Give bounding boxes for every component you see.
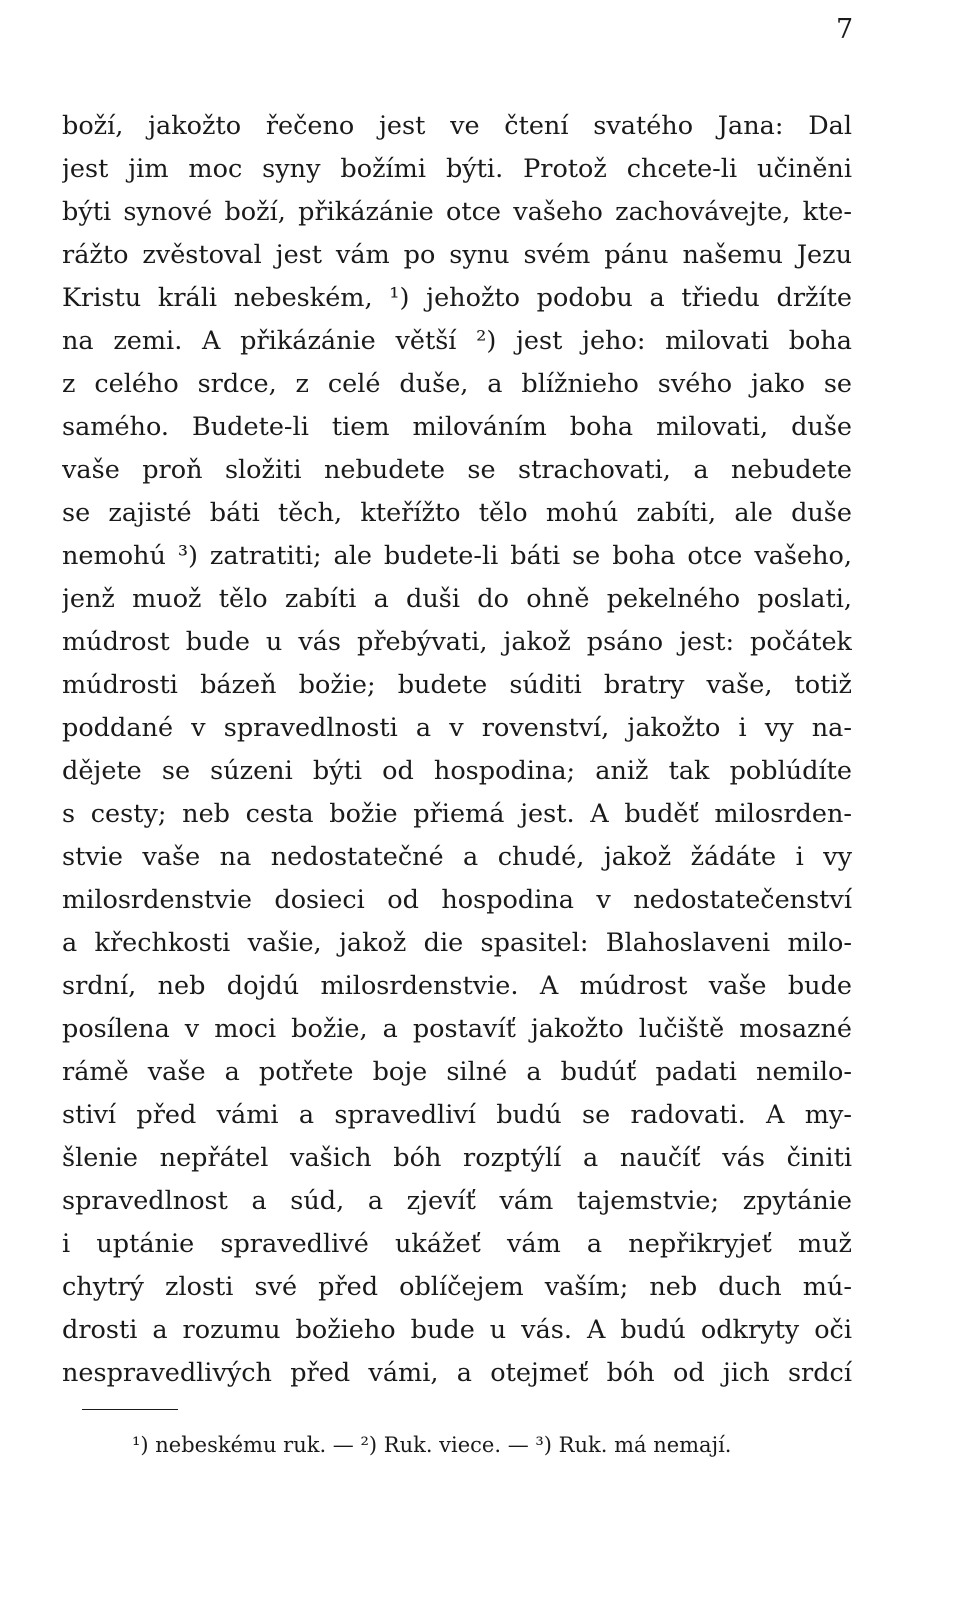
text-line: Kristu králi nebeském, ¹) jehožto podobu a třiedu držíte — [62, 283, 852, 313]
text-line: boží, jakožto řečeno jest ve čtení svatého Jana: Dal — [62, 111, 852, 141]
text-line: jest jim moc syny božími býti. Protož chcete-li učiněni — [62, 154, 852, 184]
text-line: poddané v spravedlnosti a v rovenství, jakožto i vy na- — [62, 713, 852, 743]
text-line: srdní, neb dojdú milosrdenstvie. A múdrost vaše bude — [62, 971, 852, 1001]
text-line: vaše proň složiti nebudete se strachovati, a nebudete — [62, 455, 852, 485]
text-line: chytrý zlosti své před oblíčejem vaším; neb duch mú- — [62, 1272, 852, 1302]
text-line: s cesty; neb cesta božie přiemá jest. A buděť milosrden- — [62, 799, 852, 829]
text-line: múdrosti bázeň božie; budete súditi bratry vaše, totiž — [62, 670, 852, 700]
footnote-divider — [82, 1409, 178, 1410]
text-line: se zajisté báti těch, kteřížto tělo mohú zabíti, ale duše — [62, 498, 852, 528]
text-line: šlenie nepřátel vašich bóh rozptýlí a naučíť vás činiti — [62, 1143, 852, 1173]
text-line: drosti a rozumu božieho bude u vás. A budú odkryty oči — [62, 1315, 852, 1345]
text-line: stiví před vámi a spravedliví budú se radovati. A my- — [62, 1100, 852, 1130]
text-line: rámě vaše a potřete boje silné a budúť padati nemilo- — [62, 1057, 852, 1087]
text-line: dějete se súzeni býti od hospodina; aniž tak poblúdíte — [62, 756, 852, 786]
footnotes: ¹) nebeskému ruk. — ²) Ruk. viece. — ³) Ruk. má nemají. — [132, 1433, 732, 1457]
text-line: milosrdenstvie dosieci od hospodina v nedostatečenství — [62, 885, 852, 915]
text-line: jenž muož tělo zabíti a duši do ohně pekelného poslati, — [62, 584, 852, 614]
text-line: nespravedlivých před vámi, a otejmeť bóh od jich srdcí — [62, 1358, 852, 1388]
text-line: múdrost bude u vás přebývati, jakož psáno jest: počátek — [62, 627, 852, 657]
text-line: spravedlnost a súd, a zjevíť vám tajemstvie; zpytánie — [62, 1186, 852, 1216]
page-number: 7 — [836, 14, 854, 45]
text-line: z celého srdce, z celé duše, a blížnieho svého jako se — [62, 369, 852, 399]
text-line: i uptánie spravedlivé ukážeť vám a nepřikryjeť muž — [62, 1229, 852, 1259]
text-line: nemohú ³) zatratiti; ale budete-li báti se boha otce vašeho, — [62, 541, 852, 571]
text-line: posílena v moci božie, a postavíť jakožto lučiště mosazné — [62, 1014, 852, 1044]
text-line: a křechkosti vašie, jakož die spasitel: Blahoslaveni milo- — [62, 928, 852, 958]
text-line: býti synové boží, přikázánie otce vašeho zachovávejte, kte- — [62, 197, 852, 227]
body-text — [62, 105, 852, 1395]
text-line: na zemi. A přikázánie větší ²) jest jeho: milovati boha — [62, 326, 852, 356]
text-line: stvie vaše na nedostatečné a chudé, jakož žádáte i vy — [62, 842, 852, 872]
text-line: rážto zvěstoval jest vám po synu svém pánu našemu Jezu — [62, 240, 852, 270]
text-line: samého. Budete-li tiem milováním boha milovati, duše — [62, 412, 852, 442]
